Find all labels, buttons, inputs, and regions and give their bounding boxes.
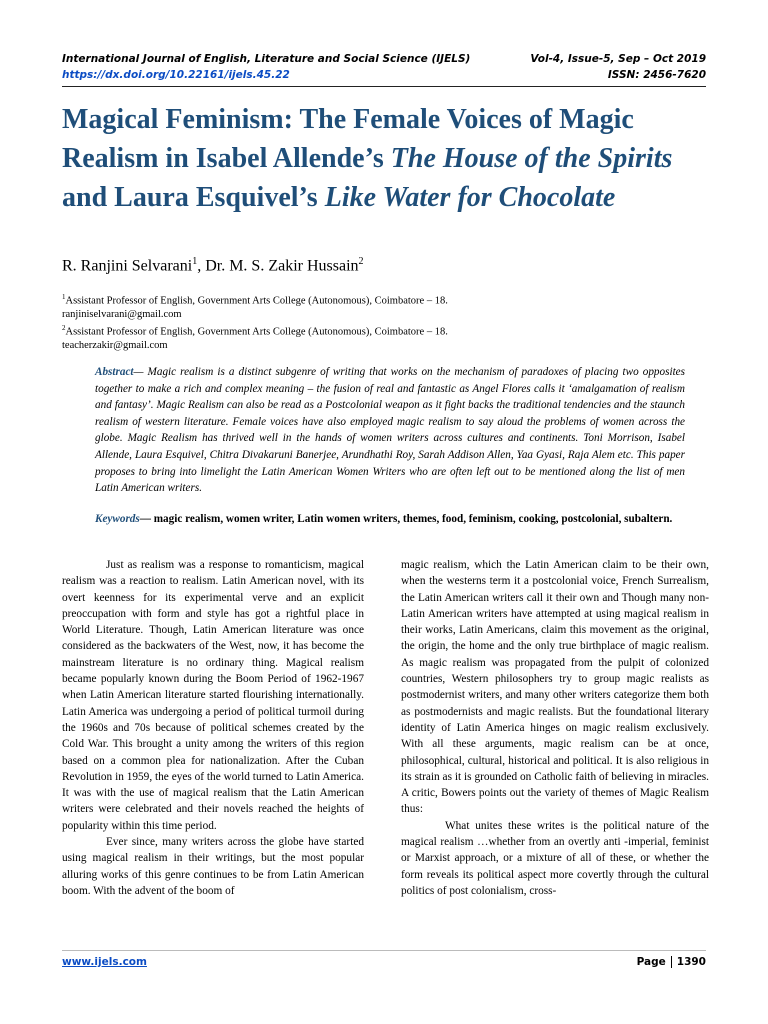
abstract <box>95 364 685 497</box>
header-divider <box>62 86 706 87</box>
email-2: teacherzakir@gmail.com <box>62 339 168 351</box>
doi-link[interactable]: https://dx.doi.org/10.22161/ijels.45.22 <box>62 69 290 81</box>
keywords-label: Keywords <box>95 513 140 525</box>
author-2: , Dr. M. S. Zakir Hussain <box>197 257 359 275</box>
keywords <box>95 511 685 528</box>
running-header-right <box>530 51 706 83</box>
body-column-left <box>62 557 364 899</box>
page-number: Page 1390 <box>636 956 706 968</box>
affiliations: $^1$Assistant Professor of English, Government Arts College (Autonomous), Coimbatore – 18. ranjiniselvarani@gmail.com $^2$Assistant Professor of English, Government Arts College (Autonomous), Coimbatore – 18. teacherzakir@gmail.com <box>62 291 702 352</box>
running-header-left <box>62 51 470 83</box>
paper-title: Magical Feminism: The Female Voices of Magic Realism in Isabel Allende’s The House of the Spirits and Laura Esquivel’s Like Water for Chocolate <box>62 104 673 213</box>
issn: ISSN: 2456-7620 <box>607 69 706 81</box>
author-1: R. Ranjini Selvarani <box>62 257 193 275</box>
paragraph: Ever since, many writers across the globe have started using magical realism in their writings, but the most popular alluring works of this genre continues to be from Latin American boom. With the advent of the boom of <box>62 836 364 897</box>
body-column-right <box>401 557 709 899</box>
paragraph: magic realism, which the Latin American claim to be their own, when the westerns term it a postcolonial voice, French Surrealism, the Latin American writers call it their own and Though many non-Latin American writers have attempted at using magical realism in their works, Latin Americans, claim this movement as the original, the origin, the home and the only true birthplace of magic realism. As magic realism was propagated from the pulpit of colonized countries, Western philosophers try to group magic realists as postmodernist writers, and many other writers categorize them both as postmodernists and magic realists. But the foundational literary identity of Latin America hinges on magic realism exclusively. With all these arguments, magic realism can be at once, philosophical, cultural, historical and political. It is also religious in its strain as it is grounded on Catholic faith of believing in miracles. A critic, Bowers points out the variety of themes of Magic Realism thus: <box>401 559 709 816</box>
volume-issue: Vol-4, Issue-5, Sep – Oct 2019 <box>530 53 706 65</box>
email-1: ranjiniselvarani@gmail.com <box>62 309 182 320</box>
affiliation-1: Assistant Professor of English, Government Arts College (Autonomous), Coimbatore – 18. <box>65 295 448 307</box>
abstract-label: Abstract <box>95 366 134 378</box>
paragraph: Just as realism was a response to romanticism, magical realism was a reaction to realism. Latin American novel, with its overt keenness for its experimental verve and an explicit preoccupation with form and style has got a rightful place in World Literature. Though, Latin American literature was once considered as the backwaters of the West, now, it has become the mainstream literature is no ordinary thing. Magical realism became popularly known during the Boom Period of 1962-1967 when Latin American literature started flourishing internationally. Latin America was undergoing a period of political turmoil during the 1960s and 70s because of political schemes created by the Cold War. This brought a unity among the writers of this region based on a common plea for nationalization. After the Cuban Revolution in 1959, the eyes of the world turned to Latin America. It was with the use of magical realism that the Latin American writers were celebrated and their novels reached the heights of popularity within this time period. <box>62 559 364 832</box>
abstract-text: — Magic realism is a distinct subgenre of writing that works on the mechanism of paradoxes of placing two opposites together to make a rich and complex meaning – the fusion of real and fantastic as Angel Flores calls it ‘amalgamation of realism and fantasy’. Magic Realism can also be read as a Postcolonial weapon as it fight backs the traditional tendencies and the staunch realism of western literature. Female voices have also employed magic realism to say aloud the problems of women across the globe. Magic Realism has thrived well in the hands of women writers across cultures and continents. Toni Morrison, Isabel Allende, Laura Esquivel, Chitra Divakaruni Banerjee, Arundhathi Roy, Sarah Addison Allen, Yaa Gyasi, Raja Alem etc. This paper proposes to bring into limelight the Latin American Women Writers who are often left out to be mentioned along the list of men Latin American writers. <box>95 366 685 495</box>
footer-divider <box>62 950 706 951</box>
keywords-text: — magic realism, women writer, Latin women writers, themes, food, feminism, cooking, postcolonial, subaltern. <box>139 513 673 525</box>
affiliation-2: Assistant Professor of English, Government Arts College (Autonomous), Coimbatore – 18. <box>65 326 448 337</box>
journal-name: International Journal of English, Literature and Social Science (IJELS) <box>62 53 471 65</box>
journal-website-link[interactable]: www.ijels.com <box>62 956 147 968</box>
block-quote: What unites these writes is the political nature of the magical realism …whether from an overtly anti -imperial, feminist or Marxist approach, or a mixture of all of these, or whether the form reveals its political aspect more covertly through the cultural politics of post colonialism, cross- <box>401 819 709 897</box>
author-list: R. Ranjini Selvarani$^1$, Dr. M. S. Zakir Hussain$^2$ <box>62 256 364 275</box>
